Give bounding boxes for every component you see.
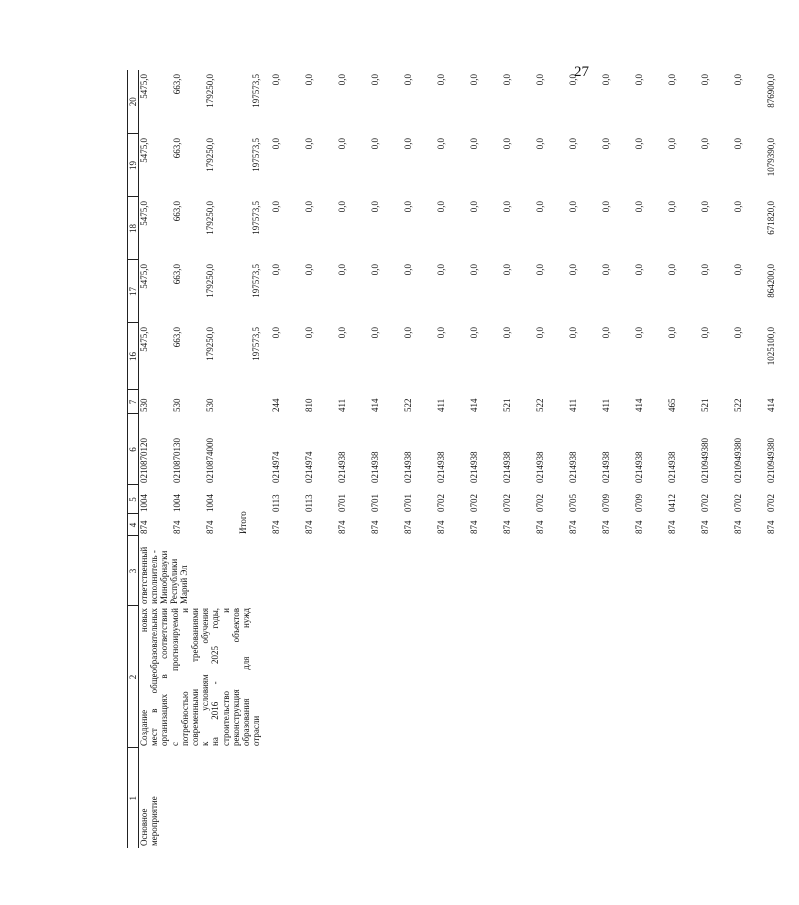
cell-c6: 0210870130: [171, 438, 182, 483]
cell-c7: 411: [600, 398, 611, 412]
cell-c5: 0702: [765, 494, 776, 512]
cell-c4: 874: [567, 520, 578, 534]
cell-c4: 874: [139, 520, 149, 534]
cell-c17: 0,0: [699, 264, 710, 276]
cell-c18: 0,0: [402, 201, 413, 213]
executor-cell: [139, 536, 799, 606]
budget-table: [127, 70, 799, 848]
cell-c20: 663,0: [171, 74, 182, 95]
cell-c7: [238, 390, 271, 414]
cell-c16: 0,0: [336, 327, 347, 339]
page-number: 27: [574, 64, 589, 80]
cell-c20: 0,0: [600, 74, 611, 86]
cell-c19: 0,0: [468, 138, 479, 150]
cell-c4: 874: [171, 520, 182, 534]
cell-c5: 0709: [600, 494, 611, 512]
cell-c4: 874: [501, 520, 512, 534]
cell-c16: 0,0: [402, 327, 413, 339]
cell-c19: 0,0: [435, 138, 446, 150]
executor-text: ответственный исполнитель - Минобрнауки Республики Марий Эл: [139, 546, 189, 604]
description-line: Создание новых: [139, 608, 149, 746]
cell-c5: 0113: [270, 494, 281, 512]
description-line: реконструкция объектов: [230, 608, 241, 746]
cell-c4: 874: [633, 520, 644, 534]
cell-c18: 179250,0: [204, 201, 215, 235]
cell-c19: 0,0: [270, 138, 281, 150]
cell-c18: 0,0: [699, 201, 710, 213]
cell-c5: [238, 485, 271, 514]
cell-c17: 663,0: [171, 264, 182, 285]
cell-c5: 0702: [699, 494, 710, 512]
cell-c19: 179250,0: [204, 138, 215, 172]
col-header: 18: [128, 197, 139, 260]
cell-c20: 5475,0: [139, 74, 149, 99]
description-line: к условиям обучения: [200, 608, 211, 746]
cell-c20: 0,0: [468, 74, 479, 86]
cell-c4: 874: [369, 520, 380, 534]
cell-c16: 0,0: [501, 327, 512, 339]
cell-c5: 0702: [435, 494, 446, 512]
col-header: 6: [128, 414, 139, 485]
cell-c20: 0,0: [699, 74, 710, 86]
cell-c5: 0701: [402, 494, 413, 512]
cell-c20: 0,0: [336, 74, 347, 86]
cell-c18: 0,0: [369, 201, 380, 213]
cell-c18: 0,0: [732, 201, 743, 213]
cell-c7: 521: [501, 398, 512, 412]
cell-c6: 0210949380: [765, 438, 776, 483]
description-line: мест в общеобразовательных: [149, 608, 160, 746]
cell-c5: 1004: [204, 494, 215, 512]
cell-c20: 0,0: [501, 74, 512, 86]
cell-c7: 530: [171, 398, 182, 412]
cell-c17: 0,0: [369, 264, 380, 276]
cell-c17: 0,0: [732, 264, 743, 276]
cell-c5: 0702: [468, 494, 479, 512]
cell-c17: 0,0: [468, 264, 479, 276]
cell-c18: 0,0: [600, 201, 611, 213]
cell-c16: 0,0: [666, 327, 677, 339]
cell-c6: 0214974: [270, 451, 281, 483]
col-header: 4: [128, 514, 139, 536]
cell-c20: 0,0: [666, 74, 677, 86]
cell-c17: 0,0: [402, 264, 413, 276]
cell-c16: 1025100,0: [765, 327, 776, 366]
header-row: [128, 70, 139, 848]
cell-c17: 0,0: [567, 264, 578, 276]
cell-c7: 414: [369, 398, 380, 412]
cell-c4: 874: [204, 520, 215, 534]
cell-c16: 0,0: [699, 327, 710, 339]
cell-c19: 0,0: [732, 138, 743, 150]
cell-c7: 522: [534, 398, 545, 412]
cell-c4: 874: [468, 520, 479, 534]
cell-c16: 0,0: [270, 327, 281, 339]
cell-c7: 522: [732, 398, 743, 412]
cell-c18: 663,0: [171, 201, 182, 222]
cell-c4: 874: [270, 520, 281, 534]
table-body: [139, 70, 799, 848]
cell-c16: 0,0: [369, 327, 380, 339]
cell-c20: 0,0: [534, 74, 545, 86]
cell-c16: 0,0: [600, 327, 611, 339]
cell-c18: 0,0: [303, 201, 314, 213]
cell-c16: 0,0: [567, 327, 578, 339]
cell-c19: 0,0: [501, 138, 512, 150]
cell-c4: Итого: [237, 511, 248, 534]
cell-c6: 0214938: [600, 451, 611, 483]
col-header: 16: [128, 323, 139, 390]
cell-c17: 5475,0: [139, 264, 149, 289]
cell-c5: 1004: [171, 494, 182, 512]
col-header: 1: [128, 748, 139, 848]
cell-c16: 663,0: [171, 327, 182, 348]
cell-c19: 663,0: [171, 138, 182, 159]
cell-c4: 874: [435, 520, 446, 534]
col-header: 7: [128, 390, 139, 414]
cell-c4: 874: [600, 520, 611, 534]
cell-c7: 411: [567, 398, 578, 412]
cell-c20: 0,0: [435, 74, 446, 86]
cell-c4: 874: [765, 520, 776, 534]
cell-c7: 411: [435, 398, 446, 412]
cell-c19: 1079390,0: [765, 138, 776, 177]
cell-c18: 0,0: [534, 201, 545, 213]
cell-c6: 0210870120: [139, 438, 149, 483]
section-label: Основное мероприятие: [139, 796, 159, 846]
cell-c20: 197573,5: [250, 74, 261, 108]
description-line: потребностью и: [179, 608, 190, 746]
cell-c20: 0,0: [402, 74, 413, 86]
cell-c17: 179250,0: [204, 264, 215, 298]
cell-c20: 179250,0: [204, 74, 215, 108]
cell-c20: 0,0: [270, 74, 281, 86]
cell-c17: 197573,5: [250, 264, 261, 298]
cell-c18: 197573,5: [250, 201, 261, 235]
cell-c17: 0,0: [336, 264, 347, 276]
cell-c4: 874: [303, 520, 314, 534]
cell-c17: 0,0: [501, 264, 512, 276]
cell-c18: 0,0: [666, 201, 677, 213]
cell-c7: 810: [303, 398, 314, 412]
cell-c19: 0,0: [402, 138, 413, 150]
description-line: с прогнозируемой: [169, 608, 180, 746]
description-line: строительство и: [220, 608, 231, 746]
col-header: 17: [128, 260, 139, 323]
cell-c20: 0,0: [369, 74, 380, 86]
cell-c7: 414: [633, 398, 644, 412]
cell-c6: 0210949380: [732, 438, 743, 483]
cell-c18: 0,0: [501, 201, 512, 213]
cell-c6: 0214938: [336, 451, 347, 483]
cell-c18: 5475,0: [139, 201, 149, 226]
cell-c7: 414: [765, 398, 776, 412]
cell-c19: 0,0: [633, 138, 644, 150]
description-cell: [139, 606, 799, 748]
cell-c5: 0113: [303, 494, 314, 512]
cell-c7: 411: [336, 398, 347, 412]
cell-c4: 874: [666, 520, 677, 534]
cell-c7: 465: [666, 398, 677, 412]
cell-c6: 0214938: [534, 451, 545, 483]
cell-c7: 530: [204, 398, 215, 412]
cell-c4: 874: [534, 520, 545, 534]
cell-c6: 0214938: [567, 451, 578, 483]
cell-c17: 864200,0: [765, 264, 776, 298]
description-line: организациях в соответствии: [159, 608, 170, 746]
cell-c7: 521: [699, 398, 710, 412]
cell-c18: 0,0: [567, 201, 578, 213]
description-line: современными требованиями: [190, 608, 201, 746]
cell-c5: 0701: [369, 494, 380, 512]
cell-c19: 0,0: [699, 138, 710, 150]
cell-c19: 0,0: [666, 138, 677, 150]
cell-c18: 0,0: [633, 201, 644, 213]
cell-c20: 876900,0: [765, 74, 776, 108]
description-line: образования для нужд: [241, 608, 252, 746]
cell-c18: 671820,0: [765, 201, 776, 235]
cell-c5: 0702: [534, 494, 545, 512]
cell-c5: 0705: [567, 494, 578, 512]
col-header: 2: [128, 606, 139, 748]
description-line: на 2016 - 2025 годы,: [210, 608, 221, 746]
cell-c16: 0,0: [468, 327, 479, 339]
cell-c17: 0,0: [600, 264, 611, 276]
cell-c17: 0,0: [534, 264, 545, 276]
cell-c19: 0,0: [369, 138, 380, 150]
cell-c17: 0,0: [303, 264, 314, 276]
cell-c19: 0,0: [336, 138, 347, 150]
cell-c7: 414: [468, 398, 479, 412]
cell-c16: 0,0: [732, 327, 743, 339]
cell-c7: 244: [270, 398, 281, 412]
cell-c18: 0,0: [468, 201, 479, 213]
cell-c20: 0,0: [633, 74, 644, 86]
col-header: 5: [128, 485, 139, 514]
cell-c16: 197573,5: [250, 327, 261, 361]
cell-c5: 0702: [501, 494, 512, 512]
cell-c19: 0,0: [567, 138, 578, 150]
cell-c16: 0,0: [534, 327, 545, 339]
cell-c18: 0,0: [270, 201, 281, 213]
cell-c17: 0,0: [270, 264, 281, 276]
description-line: отрасли: [251, 715, 262, 746]
cell-c6: 0214938: [369, 451, 380, 483]
cell-c18: 0,0: [435, 201, 446, 213]
cell-c6: [238, 414, 271, 485]
cell-c7: 530: [139, 398, 149, 412]
cell-c20: 0,0: [567, 74, 578, 86]
cell-c6: 0214938: [666, 451, 677, 483]
cell-c6: 0214974: [303, 451, 314, 483]
cell-c6: 0210874000: [204, 438, 215, 483]
cell-c6: 0210949380: [699, 438, 710, 483]
cell-c20: 0,0: [732, 74, 743, 86]
cell-c19: 0,0: [534, 138, 545, 150]
cell-c6: 0214938: [402, 451, 413, 483]
cell-c19: 197573,5: [250, 138, 261, 172]
cell-c6: 0214938: [501, 451, 512, 483]
cell-c5: 0702: [732, 494, 743, 512]
cell-c19: 0,0: [303, 138, 314, 150]
cell-c19: 5475,0: [139, 138, 149, 163]
cell-c18: 0,0: [336, 201, 347, 213]
cell-c6: 0214938: [435, 451, 446, 483]
cell-c7: 522: [402, 398, 413, 412]
cell-c16: 5475,0: [139, 327, 149, 352]
section-label-cell: [139, 748, 799, 848]
cell-c19: 0,0: [600, 138, 611, 150]
cell-c5: 1004: [139, 494, 149, 512]
cell-c4: 874: [699, 520, 710, 534]
cell-c16: 179250,0: [204, 327, 215, 361]
cell-c5: 0412: [666, 494, 677, 512]
cell-c16: 0,0: [633, 327, 644, 339]
cell-c17: 0,0: [435, 264, 446, 276]
col-header: 19: [128, 134, 139, 197]
cell-c20: 0,0: [303, 74, 314, 86]
cell-c5: 0701: [336, 494, 347, 512]
cell-c16: 0,0: [303, 327, 314, 339]
cell-c6: 0214938: [633, 451, 644, 483]
cell-c16: 0,0: [435, 327, 446, 339]
cell-c17: 0,0: [666, 264, 677, 276]
cell-c4: 874: [732, 520, 743, 534]
col-header: 3: [128, 536, 139, 606]
col-header: 20: [128, 70, 139, 134]
cell-c5: 0709: [633, 494, 644, 512]
cell-c17: 0,0: [633, 264, 644, 276]
cell-c6: 0214938: [468, 451, 479, 483]
cell-c4: 874: [336, 520, 347, 534]
table-row: [139, 70, 172, 848]
cell-c4: 874: [402, 520, 413, 534]
